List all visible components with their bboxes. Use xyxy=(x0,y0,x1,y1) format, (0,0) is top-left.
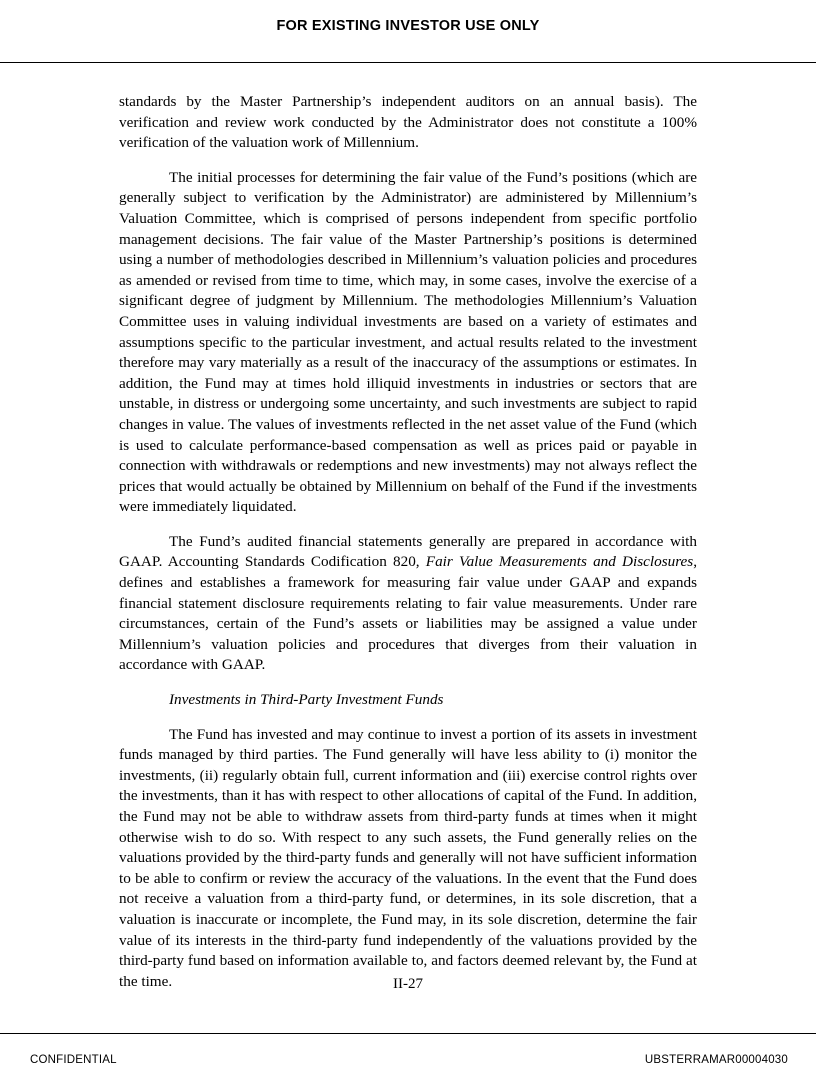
footer-divider-rule xyxy=(0,1033,816,1034)
paragraph-continuation: standards by the Master Partnership’s independent auditors on an annual basis). The verification and review work conducted by the Administrator does not constitute a 100% verification of the valuation work of Millennium. xyxy=(119,93,697,152)
section-subheading: Investments in Third-Party Investment Funds xyxy=(169,691,444,709)
paragraph-initial-processes: The initial processes for determining the fair value of the Fund’s positions (which are generally subject to verification by the Administrator) are administered by Millennium’s Valuation Committee, which is comprised of persons independent from specific portfolio management decisions. The fair value of the Master Partnership’s positions is determined using a number of methodologies described in Millennium’s valuation policies and procedures as amended or revised from time to time, which may, in some cases, involve the exercise of a significant degree of judgment by Millennium. The methodologies Millennium’s Valuation Committee uses in valuing individual investments are based on a variety of estimates and assumptions specific to the particular investment, and actual results related to the investment therefore may vary materially as a result of the inaccuracy of the assumptions or estimates. In addition, the Fund may at times hold illiquid investments in industries or sectors that are unstable, in distress or undergoing some uncertainty, and such investments are subject to rapid changes in value. The values of investments reflected in the net asset value of the Fund (which is used to calculate performance-based compensation as well as prices paid or payable in connection with withdrawals or redemptions and new investments) may not always reflect the prices that would actually be obtained by Millennium on behalf of the Fund if the investments were immediately liquidated. xyxy=(119,168,697,516)
paragraph-third-party-funds: The Fund has invested and may continue to invest a portion of its assets in investment funds managed by third parties. The Fund generally will have less ability to (i) monitor the investments, (ii) regularly obtain full, current information and (iii) exercise control rights over the investments, than it has with respect to other allocations of capital of the Fund. In addition, the Fund may not be able to withdraw assets from third-party funds at times when it might otherwise wish to do so. With respect to any such assets, the Fund generally relies on the valuations provided by the third-party funds and generally will not have sufficient information to be able to confirm or review the accuracy of the valuations. In the event that the Fund does not receive a valuation from a third-party fund, or determines, in its sole discretion, that a valuation is inaccurate or incomplete, the Fund may, in its sole discretion, determine the fair value of its interests in the third-party fund independently of the valuations provided by the third-party fund based on information available to, and factors deemed relevant by, the Fund at the time. xyxy=(119,725,697,990)
page-header-banner: FOR EXISTING INVESTOR USE ONLY xyxy=(276,18,540,34)
paragraph-gaap-lead: The Fund’s audited financial statements generally are prepared in accordance with GAAP. Accounting Standards Codification 820, xyxy=(119,532,697,571)
page-number: II-27 xyxy=(393,976,423,992)
citation-title-italic: Fair Value Measurements and Disclosures xyxy=(425,553,694,571)
paragraph-gaap xyxy=(119,532,697,676)
paragraph-gaap-tail: , defines and establishes a framework for measuring fair value under GAAP and expands financial statement disclosure requirements relating to fair value measurements. Under rare circumstances, certain of the Fund’s assets or liabilities may be assigned a value under Millennium’s valuation policies and procedures that diverges from their valuation in accordance with GAAP. xyxy=(119,553,698,674)
footer-confidential-label: CONFIDENTIAL xyxy=(30,1054,117,1066)
footer-bates-number: UBSTERRAMAR00004030 xyxy=(644,1054,788,1066)
document-body xyxy=(119,92,697,1006)
header-divider-rule xyxy=(0,62,816,63)
